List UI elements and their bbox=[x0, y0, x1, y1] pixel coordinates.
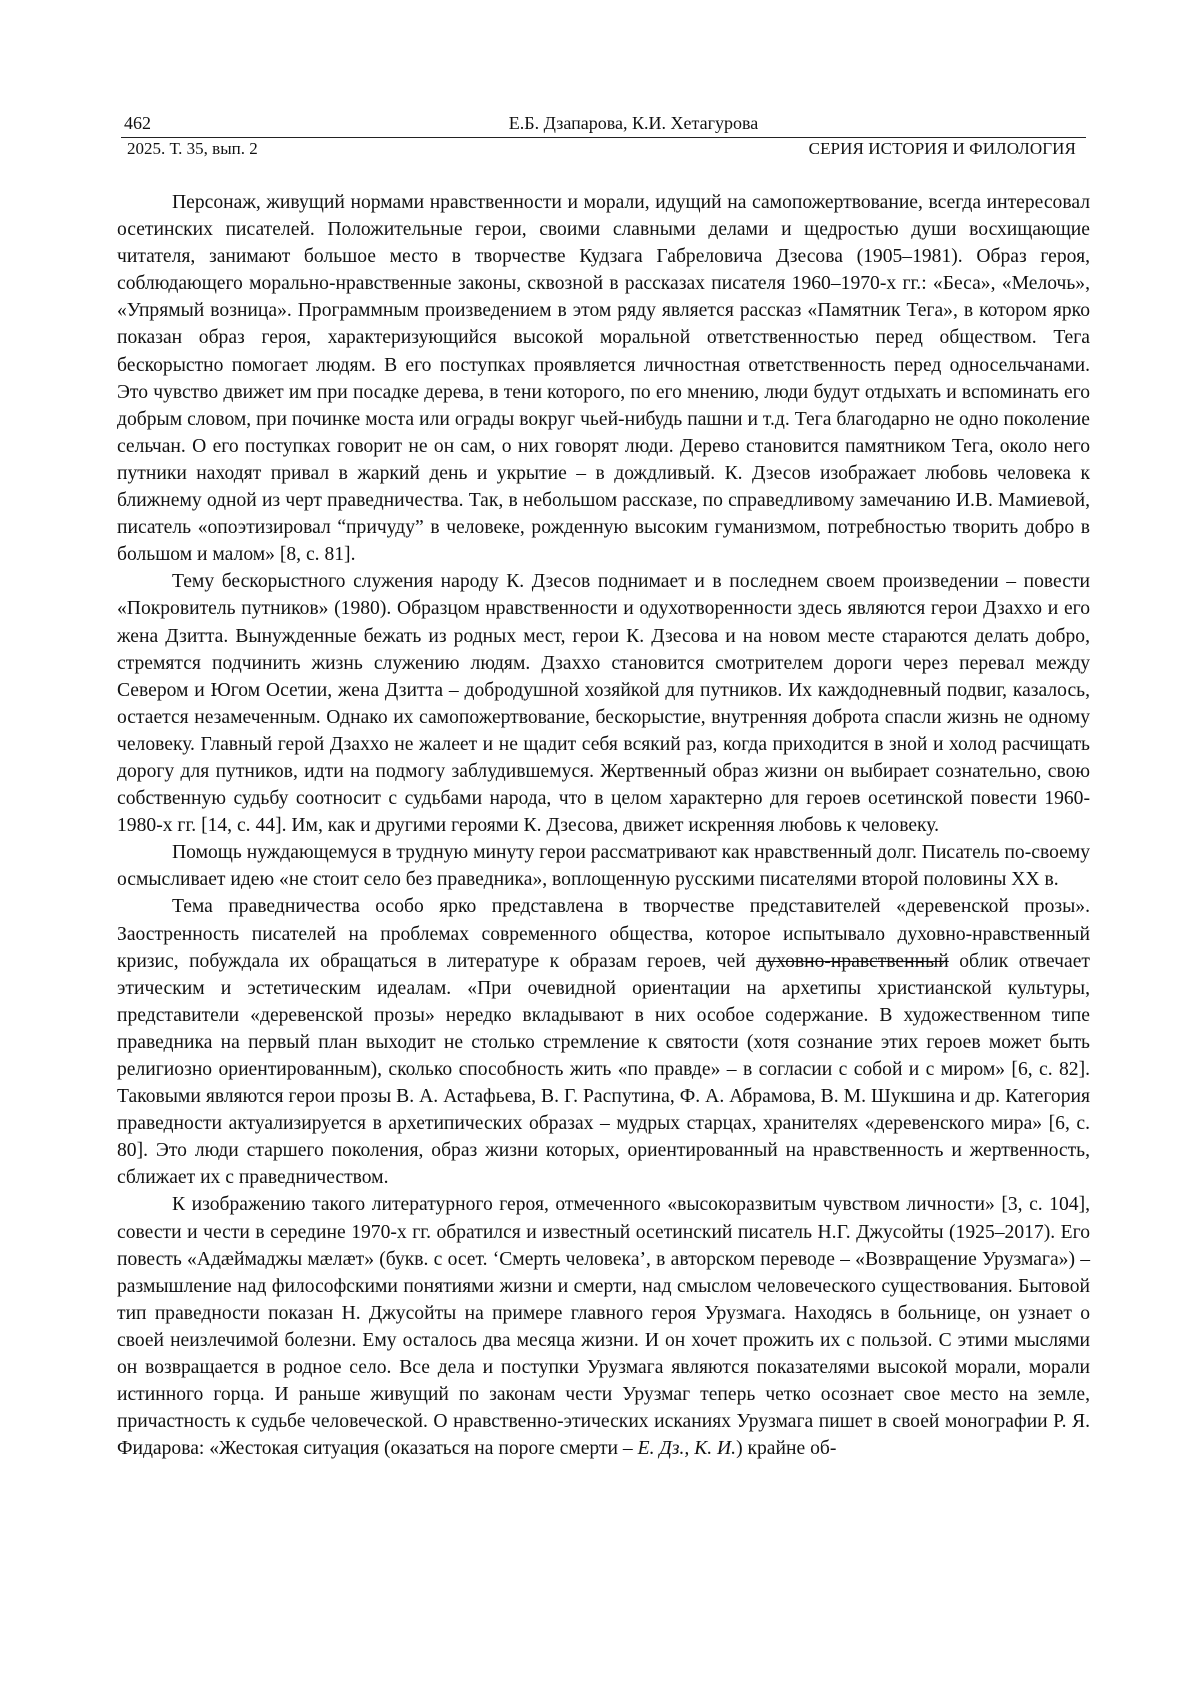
journal-page bbox=[0, 0, 1200, 1698]
page-number: 462 bbox=[124, 112, 151, 134]
header-bottom-row bbox=[121, 138, 1086, 160]
paragraph-5-text-a: К изображению такого литературного героя, отмеченного «высокоразвитым чувством личности» [3, с. 104], совести и чести в середине 1970-х гг. обратился и известный осетинский писатель Н.Г. Джусойты (1925–2017). Его повесть «Адæймаджы мæлæт» (букв. с осет. ‘Смерть человека’, в авторском переводе – «Возвращение Урузмага») – размышление над философскими понятиями жизни и смерти, над смыслом человеческого существования. Бытовой тип праведности показан Н. Джусойты на примере главного героя Урузмага. Находясь в больнице, он узнает о своей неизлечимой болезни. Ему осталось два месяца жизни. И он хочет прожить их с пользой. С этими мыслями он возвращается в родное село. Все дела и поступки Урузмага являются показателями высокой морали, морали истинного горца. И раньше живущий по законам чести Урузмаг теперь четко осознает свое место на земле, причастность к судьбе человеческой. О нравственно-этических исканиях Урузмага пишет в своей монографии Р. Я. Фидарова: «Жестокая ситуация (оказаться на пороге смерти – bbox=[117, 1194, 1090, 1459]
paragraph-3: Помощь нуждающемуся в трудную минуту герои рассматривают как нравственный долг. Писатель по-своему осмысливает идею «не стоит село без праведника», воплощенную русскими писателями второй половины XX в. bbox=[117, 839, 1090, 893]
header-top-row bbox=[121, 112, 1086, 136]
paragraph-1: Персонаж, живущий нормами нравственности и морали, идущий на самопожертвование, всегда интересовал осетинских писателей. Положительные герои, своими славными делами и щедростью души восхищающие читателя, занимают большое место в творчестве Кудзага Габреловича Дзесова (1905–1981). Образ героя, соблюдающего морально-нравственные законы, сквозной в рассказах писателя 1960–1970-х гг.: «Беса», «Мелочь», «Упрямый возница». Программным произведением в этом ряду является рассказ «Памятник Тега», в котором ярко показан образ героя, характеризующийся высокой моральной ответственностью перед обществом. Тега бескорыстно помогает людям. В его поступках проявляется личностная ответственность перед односельчанами. Это чувство движет им при посадке дерева, в тени которого, по его мнению, люди будут отдыхать и вспоминать его добрым словом, при починке моста или ограды вокруг чьей-нибудь пашни и т.д. Тега благодарно не одно поколение сельчан. О его поступках говорит не он сам, о них говорят люди. Дерево становится памятником Тега, около него путники находят привал в жаркий день и укрытие – в дождливый. К. Дзесов изображает любовь человека к ближнему одной из черт праведничества. Так, в небольшом рассказе, по справедливому замечанию И.В. Мамиевой, писатель «опоэтизировал “причуду” в человеке, рожденную высоким гуманизмом, потребностью творить добро в большом и малом» [8, с. 81]. bbox=[117, 189, 1090, 568]
struck-word: духовно-нравственный bbox=[756, 951, 949, 972]
article-body bbox=[117, 189, 1090, 1462]
paragraph-5 bbox=[117, 1191, 1090, 1462]
author-initials: Е. Дз., К. И. bbox=[638, 1438, 736, 1459]
paragraph-4 bbox=[117, 893, 1090, 1191]
running-header bbox=[121, 112, 1086, 160]
paragraph-4-text-b: облик отвечает этическим и эстетическим идеалам. «При очевидной ориентации на архетипы христианской культуры, представители «деревенской прозы» нередко вкладывают в них особое содержание. В художественном типе праведника на первый план выходит не столько стремление к святости (хотя сознание этих героев может быть религиозно ориентированным), сколько способность жить «по правде» – в согласии с собой и с миром» [6, с. 82]. Таковыми являются герои прозы В. А. Астафьева, В. Г. Распутина, Ф. А. Абрамова, В. М. Шукшина и др. Категория праведности актуализируется в архетипических образах – мудрых старцах, хранителях «деревенского мира» [6, с. 80]. Это люди старшего поколения, образ жизни которых, ориентированный на нравственность и жертвенность, сближает их с праведничеством. bbox=[117, 951, 1090, 1189]
header-authors: Е.Б. Дзапарова, К.И. Хетагурова bbox=[121, 112, 1086, 134]
paragraph-5-text-b: ) крайне об- bbox=[736, 1438, 836, 1459]
paragraph-4-text-a: Тема праведничества особо ярко представлена в творчестве представителей «деревенской прозы». Заостренность писателей на проблемах современного общества, которое испытывало духовно-нравственный кризис, побуждала их обращаться в литературе к образам героев, чей bbox=[117, 896, 1090, 971]
journal-issue: 2025. Т. 35, вып. 2 bbox=[127, 138, 258, 160]
paragraph-2: Тему бескорыстного служения народу К. Дзесов поднимает и в последнем своем произведении – повести «Покровитель путников» (1980). Образцом нравственности и одухотворенности здесь являются герои Дзаххо и его жена Дзитта. Вынужденные бежать из родных мест, герои К. Дзесова и на новом месте стараются делать добро, стремятся подчинить жизнь служению людям. Дзаххо становится смотрителем дороги через перевал между Севером и Югом Осетии, жена Дзитта – добродушной хозяйкой для путников. Их каждодневный подвиг, казалось, остается незамеченным. Однако их самопожертвование, бескорыстие, внутренняя доброта спасли жизнь не одному человеку. Главный герой Дзаххо не жалеет и не щадит себя всякий раз, когда приходится в зной и холод расчищать дорогу для путников, идти на подмогу заблудившемуся. Жертвенный образ жизни он выбирает сознательно, свою собственную судьбу соотносит с судьбами народа, что в целом характерно для героев осетинской повести 1960-1980-х гг. [14, с. 44]. Им, как и другими героями К. Дзесова, движет искренняя любовь к человеку. bbox=[117, 568, 1090, 839]
series-title: СЕРИЯ ИСТОРИЯ И ФИЛОЛОГИЯ bbox=[809, 138, 1076, 160]
